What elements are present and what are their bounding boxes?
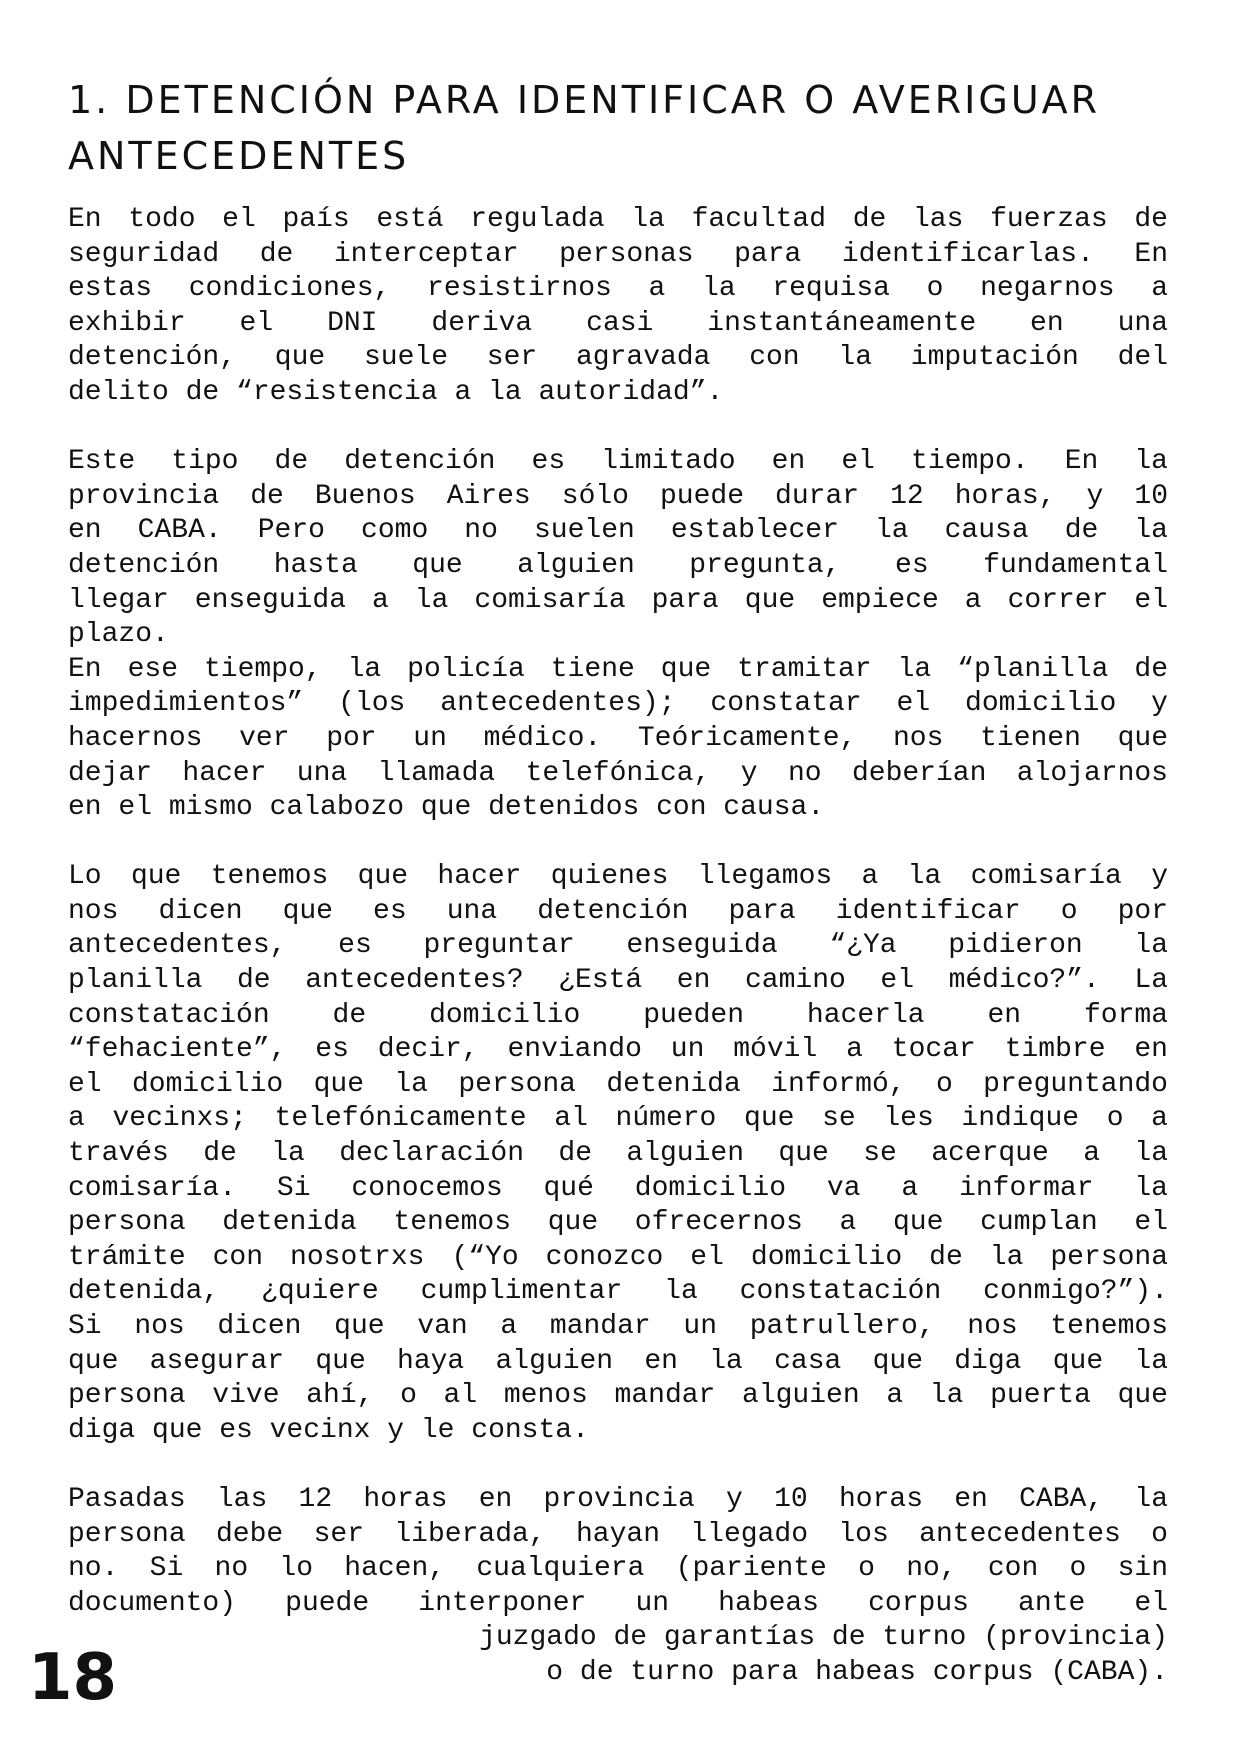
- text-line: impedimientos” (los antecedentes); constatar el domicilio y: [68, 688, 1168, 720]
- text-line: antecedentes, es preguntar enseguida “¿Ya pidieron la: [68, 930, 1168, 962]
- text-line: estas condiciones, resistirnos a la requisa o negarnos a: [68, 273, 1168, 305]
- text-line: través de la declaración de alguien que se acerque a la: [68, 1138, 1168, 1170]
- heading-line-2: ANTECEDENTES: [68, 134, 410, 178]
- text-line: plazo.: [68, 619, 169, 651]
- text-line: En todo el país está regulada la facultad de las fuerzas de: [68, 204, 1168, 235]
- text-line: detención hasta que alguien pregunta, es fundamental: [68, 549, 1168, 581]
- text-line: planilla de antecedentes? ¿Está en camino el médico?”. La: [68, 965, 1168, 997]
- text-line: diga que es vecinx y le consta.: [68, 1414, 589, 1446]
- text-line: detención, que suele ser agravada con la imputación del: [68, 342, 1168, 374]
- text-line: llegar enseguida a la comisaría para que empiece a correr el: [68, 584, 1168, 616]
- text-line: detenida, ¿quiere cumplimentar la constatación conmigo?”).: [68, 1276, 1168, 1308]
- text-line: Pasadas las 12 horas en provincia y 10 horas en CABA, la: [68, 1483, 1168, 1515]
- chapter-heading: [68, 72, 1178, 184]
- text-line: dejar hacer una llamada telefónica, y no deberían alojarnos: [68, 757, 1168, 789]
- text-line: en CABA. Pero como no suelen establecer la causa de la: [68, 515, 1168, 547]
- paragraph-gap: [68, 1448, 1168, 1483]
- text-line: documento) puede interponer un habeas corpus ante el: [68, 1587, 1168, 1619]
- text-line: En ese tiempo, la policía tiene que tramitar la “planilla de: [68, 653, 1168, 685]
- text-line: que asegurar que haya alguien en la casa que diga que la: [68, 1345, 1168, 1377]
- text-line: persona debe ser liberada, hayan llegado los antecedentes o: [68, 1518, 1168, 1550]
- text-line: persona vive ahí, o al menos mandar alguien a la puerta que: [68, 1380, 1168, 1412]
- text-line: Este tipo de detención es limitado en el tiempo. En la: [68, 446, 1168, 478]
- text-line: trámite con nosotrxs (“Yo conozco el domicilio de la persona: [68, 1241, 1168, 1273]
- text-line: no. Si no lo hacen, cualquiera (pariente o no, con o sin: [68, 1553, 1168, 1585]
- text-line: constatación de domicilio pueden hacerla en forma: [68, 999, 1168, 1031]
- text-line: seguridad de interceptar personas para identificarlas. En: [68, 238, 1168, 270]
- text-line: comisaría. Si conocemos qué domicilio va a informar la: [68, 1172, 1168, 1204]
- text-line: en el mismo calabozo que detenidos con causa.: [68, 792, 825, 824]
- text-line: persona detenida tenemos que ofrecernos a que cumplan el: [68, 1207, 1168, 1239]
- text-line: o de turno para habeas corpus (CABA).: [546, 1656, 1168, 1688]
- text-line: exhibir el DNI deriva casi instantáneamente en una: [68, 307, 1168, 339]
- paragraph-gap: [68, 411, 1168, 446]
- text-line: “fehaciente”, es decir, enviando un móvil a tocar timbre en: [68, 1034, 1168, 1066]
- text-line: nos dicen que es una detención para identificar o por: [68, 895, 1168, 927]
- text-line: el domicilio que la persona detenida informó, o preguntando: [68, 1068, 1168, 1100]
- text-line: Si nos dicen que van a mandar un patrullero, nos tenemos: [68, 1311, 1168, 1342]
- page-number: 18: [28, 1641, 118, 1715]
- body-text: [68, 203, 1168, 1691]
- text-line: delito de “resistencia a la autoridad”.: [68, 376, 724, 408]
- heading-line-1: 1. DETENCIÓN PARA IDENTIFICAR O AVERIGUAR: [68, 78, 1101, 122]
- text-line: Lo que tenemos que hacer quienes llegamos a la comisaría y: [68, 861, 1168, 893]
- text-line: juzgado de garantías de turno (provincia): [479, 1622, 1168, 1654]
- text-line: provincia de Buenos Aires sólo puede durar 12 horas, y 10: [68, 480, 1168, 512]
- text-line: a vecinxs; telefónicamente al número que se les indique o a: [68, 1103, 1168, 1135]
- paragraph-gap: [68, 826, 1168, 861]
- text-line: hacernos ver por un médico. Teóricamente, nos tienen que: [68, 722, 1168, 754]
